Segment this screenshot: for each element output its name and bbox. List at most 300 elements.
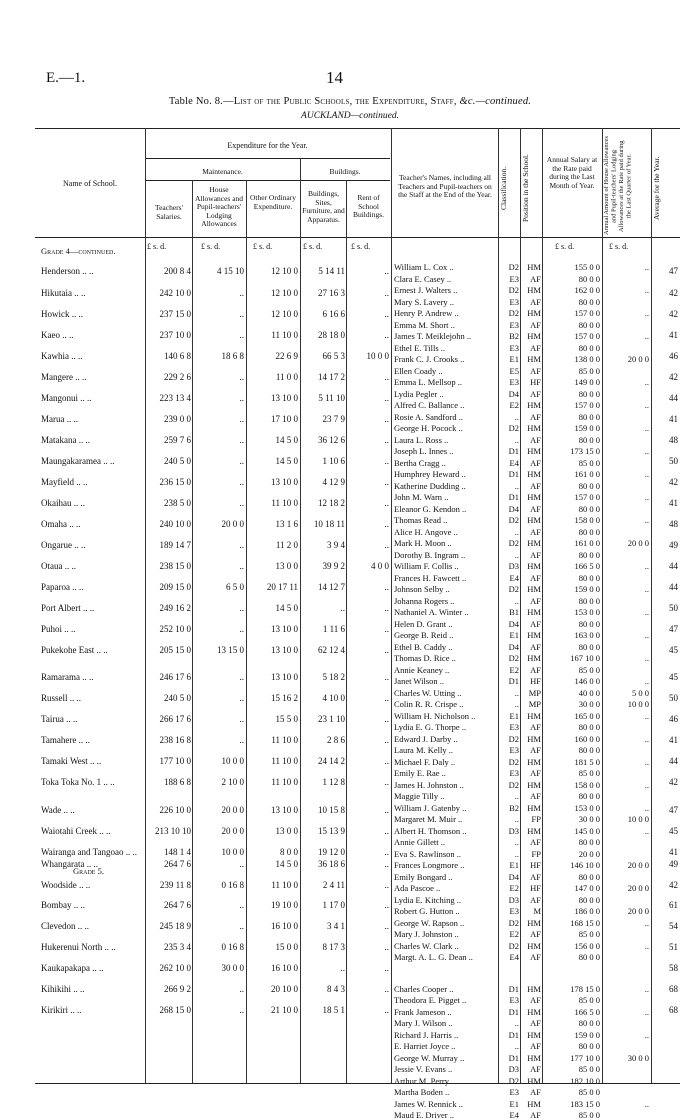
- classification-value: ..: [514, 687, 519, 698]
- annual-salary-value: 159 0 0: [574, 423, 600, 433]
- annual-salary-value: 80 0 0: [578, 388, 600, 399]
- classification-value: D1: [508, 983, 519, 994]
- classification-value: D2: [508, 756, 519, 767]
- average-value: 50: [669, 456, 678, 466]
- house-allowances-value: ..: [239, 372, 244, 382]
- other-expenditure-value: 11 10 0: [271, 880, 298, 890]
- buildings-value: 1 12 8: [322, 777, 345, 787]
- annual-salary-value: 85 0 0: [578, 768, 600, 778]
- teachers-salaries-value: 252 10 0: [159, 624, 191, 634]
- rent-value: 10 0 0: [366, 351, 389, 361]
- annual-salary-value: 85 0 0: [578, 664, 600, 675]
- header-annual-amount: Annual Amount of House Allowances and Pupil-teachers' Lodging Allowances at the Rate paid during the Last Quarter of Year.: [603, 136, 633, 236]
- classification-value: E3: [509, 273, 519, 284]
- school-name: Russell .. ..: [41, 693, 82, 703]
- buildings-value: 4 10 0: [322, 693, 345, 703]
- annual-amount-value: ..: [644, 630, 649, 640]
- teacher-name: Maggie Tilly ..: [394, 791, 445, 801]
- position-value: HM: [527, 1075, 541, 1086]
- average-value: 42: [669, 309, 678, 319]
- buildings-value: 5 11 10: [318, 393, 345, 403]
- teacher-name: Theodora E. Pigget ..: [394, 995, 467, 1005]
- annual-salary-value: 80 0 0: [578, 503, 600, 514]
- position-value: AF: [530, 549, 541, 560]
- classification-value: ..: [514, 791, 519, 801]
- classification-value: E1: [509, 630, 519, 640]
- buildings-value: 6 16 6: [322, 309, 345, 319]
- classification-value: D2: [508, 423, 519, 433]
- annual-salary-value: 80 0 0: [578, 434, 600, 445]
- teacher-name: Katherine Dudding ..: [394, 480, 466, 491]
- school-name: Matakana .. ..: [41, 435, 90, 445]
- annual-salary-value: 157 0 0: [574, 492, 600, 502]
- position-value: HM: [527, 825, 541, 836]
- currency-buildings: £ s. d.: [303, 242, 323, 251]
- teachers-salaries-value: 240 10 0: [159, 519, 191, 529]
- classification-value: D4: [508, 871, 519, 882]
- position-value: HM: [527, 710, 541, 721]
- annual-salary-value: 166 5 0: [574, 1006, 600, 1017]
- school-name: Toka Toka No. 1 .. ..: [41, 777, 115, 787]
- position-value: HF: [530, 860, 541, 870]
- other-expenditure-value: 13 10 0: [271, 393, 298, 403]
- classification-value: D4: [508, 503, 519, 514]
- classification-value: D3: [508, 561, 519, 571]
- position-value: AF: [530, 365, 541, 376]
- annual-amount-value: ..: [644, 331, 649, 341]
- annual-salary-value: 80 0 0: [578, 273, 600, 284]
- position-value: HM: [527, 607, 541, 617]
- school-name: Wade .. ..: [41, 805, 75, 815]
- currency-annual-amount: £ s. d.: [609, 242, 629, 251]
- teacher-name: Johanna Rogers ..: [394, 595, 455, 606]
- annual-salary-value: 167 10 0: [570, 653, 600, 663]
- column-rule-10: [651, 128, 652, 1083]
- teacher-name: William J. Gatenby ..: [394, 802, 467, 813]
- annual-salary-value: 80 0 0: [578, 411, 600, 422]
- classification-value: D2: [508, 779, 519, 790]
- annual-salary-value: 145 0 0: [574, 825, 600, 836]
- annual-salary-value: 168 15 0: [570, 917, 600, 928]
- school-name: Kihikihi .. ..: [41, 984, 85, 994]
- classification-value: ..: [514, 1041, 519, 1051]
- school-name: Wairanga and Tangoao .. ..: [41, 847, 137, 857]
- annual-amount-value: ..: [644, 308, 649, 318]
- teacher-name: Charles W. Clark ..: [394, 940, 459, 951]
- teacher-name: George H. Pocock ..: [394, 423, 463, 433]
- other-expenditure-value: 13 10 0: [271, 645, 298, 655]
- annual-salary-value: 157 0 0: [574, 400, 600, 410]
- other-expenditure-value: 15 16 2: [271, 693, 298, 703]
- classification-value: B2: [509, 331, 519, 341]
- teacher-name: Charles W. Utting ..: [394, 687, 462, 698]
- buildings-value: 18 5 1: [322, 1005, 345, 1015]
- buildings-value: 23 7 9: [322, 414, 345, 424]
- annual-salary-value: 182 10 0: [570, 1075, 600, 1086]
- position-value: HM: [527, 983, 541, 994]
- position-value: AF: [530, 837, 541, 847]
- classification-value: ..: [514, 411, 519, 422]
- buildings-value: 39 9 2: [322, 561, 345, 571]
- annual-salary-value: 149 0 0: [574, 377, 600, 387]
- position-value: AF: [530, 503, 541, 514]
- other-expenditure-value: 12 10 0: [271, 266, 298, 276]
- school-name: Waiotahi Creek .. ..: [41, 826, 111, 836]
- classification-value: E2: [509, 883, 519, 893]
- position-value: AF: [530, 411, 541, 422]
- house-allowances-value: ..: [239, 984, 244, 994]
- position-value: AF: [530, 434, 541, 445]
- average-value: 50: [669, 693, 678, 703]
- classification-value: E3: [509, 296, 519, 307]
- position-value: HM: [527, 538, 541, 548]
- average-value: 41: [669, 498, 678, 508]
- rent-value: ..: [384, 288, 389, 298]
- classification-value: B2: [509, 802, 519, 813]
- teacher-name: Thomas Read ..: [394, 515, 448, 525]
- house-allowances-value: ..: [239, 540, 244, 550]
- classification-value: ..: [514, 595, 519, 606]
- annual-amount-value: ..: [644, 1075, 649, 1086]
- position-value: AF: [530, 641, 541, 652]
- rent-value: ..: [384, 309, 389, 319]
- rent-value: ..: [384, 435, 389, 445]
- annual-salary-value: 80 0 0: [578, 791, 600, 801]
- teacher-name: Dorothy B. Ingram ..: [394, 549, 466, 560]
- position-value: FP: [531, 848, 541, 859]
- position-value: AF: [530, 768, 541, 778]
- grade-label-4: Grade 4—continued.: [41, 246, 116, 256]
- teacher-name: Frances Longmore ..: [394, 860, 465, 870]
- classification-value: E3: [509, 745, 519, 755]
- classification-value: E3: [509, 342, 519, 353]
- annual-salary-value: 80 0 0: [578, 549, 600, 560]
- buildings-value: 19 12 0: [318, 847, 345, 857]
- school-name: Tairua .. ..: [41, 714, 78, 724]
- rent-value: ..: [384, 942, 389, 952]
- annual-amount-value: ..: [644, 446, 649, 456]
- house-allowances-value: ..: [239, 714, 244, 724]
- teachers-salaries-value: 266 17 6: [159, 714, 191, 724]
- house-allowances-value: ..: [239, 456, 244, 466]
- rent-value: ..: [384, 477, 389, 487]
- classification-value: D2: [508, 308, 519, 318]
- house-allowances-value: 10 0 0: [221, 847, 244, 857]
- teacher-name: Ernest J. Walters ..: [394, 285, 458, 295]
- position-value: AF: [530, 296, 541, 307]
- classification-value: E3: [509, 1087, 519, 1097]
- annual-salary-value: 80 0 0: [578, 871, 600, 882]
- other-expenditure-value: 20 17 11: [266, 582, 298, 592]
- position-value: HM: [527, 1098, 541, 1109]
- annual-salary-value: 163 0 0: [574, 630, 600, 640]
- position-value: HF: [530, 883, 541, 893]
- classification-value: D2: [508, 653, 519, 663]
- teachers-salaries-value: 239 0 0: [164, 414, 191, 424]
- position-value: AF: [530, 319, 541, 330]
- position-value: AF: [530, 457, 541, 468]
- section-code: E.—1.: [46, 70, 86, 86]
- teacher-name: Frank Jameson ..: [394, 1006, 452, 1017]
- teacher-name: Frances H. Fawcett ..: [394, 572, 467, 583]
- classification-value: E4: [509, 457, 519, 468]
- teacher-name: E. Harriet Joyce ..: [394, 1041, 456, 1051]
- teacher-name: Ethel B. Caddy ..: [394, 641, 453, 652]
- rent-value: ..: [384, 414, 389, 424]
- other-expenditure-value: 13 10 0: [271, 805, 298, 815]
- classification-value: D4: [508, 388, 519, 399]
- annual-amount-value: ..: [644, 469, 649, 479]
- average-value: 41: [669, 847, 678, 857]
- teacher-name: Colin R. R. Crispe ..: [394, 699, 464, 709]
- teachers-salaries-value: 240 5 0: [164, 456, 191, 466]
- annual-salary-value: 30 0 0: [578, 699, 600, 709]
- teacher-name: Alice H. Angove ..: [394, 526, 458, 537]
- teacher-name: James H. Johnston ..: [394, 779, 464, 790]
- school-name: Woodside .. ..: [41, 880, 91, 890]
- rent-value: ..: [384, 735, 389, 745]
- other-expenditure-value: 19 10 0: [271, 900, 298, 910]
- classification-value: D1: [508, 676, 519, 686]
- column-rule-0: [145, 128, 146, 1083]
- average-value: 42: [669, 288, 678, 298]
- table-title: [0, 96, 700, 107]
- school-name: Otaua .. ..: [41, 561, 76, 571]
- annual-salary-value: 186 0 0: [574, 906, 600, 916]
- buildings-value: 66 5 3: [322, 351, 345, 361]
- currency-allowances: £ s. d.: [201, 242, 221, 251]
- buildings-value: 5 14 11: [318, 266, 345, 276]
- school-name: Whangarata .. ..: [41, 859, 98, 869]
- position-value: AF: [530, 995, 541, 1005]
- rent-value: ..: [384, 645, 389, 655]
- position-value: HM: [527, 1029, 541, 1040]
- position-value: AF: [530, 1064, 541, 1074]
- classification-value: ..: [514, 699, 519, 709]
- header-classification: Classification.: [499, 166, 508, 210]
- position-value: AF: [530, 595, 541, 606]
- school-name: Clevedon .. ..: [41, 921, 89, 931]
- other-expenditure-value: 11 10 0: [271, 756, 298, 766]
- average-value: 42: [669, 777, 678, 787]
- classification-value: E4: [509, 572, 519, 583]
- position-value: AF: [530, 664, 541, 675]
- position-value: HM: [527, 917, 541, 928]
- rent-value: ..: [384, 582, 389, 592]
- average-value: 51: [669, 942, 678, 952]
- position-value: AF: [530, 388, 541, 399]
- rent-value: ..: [384, 266, 389, 276]
- other-expenditure-value: 8 0 0: [280, 847, 298, 857]
- school-name: Kawhia .. ..: [41, 351, 83, 361]
- teacher-name: Frank C. J. Crooks ..: [394, 354, 465, 364]
- annual-amount-value: ..: [644, 262, 649, 272]
- classification-value: D1: [508, 492, 519, 502]
- position-value: AF: [530, 1041, 541, 1051]
- buildings-value: 15 13 9: [318, 826, 345, 836]
- classification-value: D1: [508, 1029, 519, 1040]
- teacher-name: William F. Collis ..: [394, 561, 459, 571]
- teacher-name: Albert H. Thomson ..: [394, 825, 467, 836]
- classification-value: E1: [509, 860, 519, 870]
- position-value: HM: [527, 653, 541, 663]
- average-value: 41: [669, 330, 678, 340]
- classification-value: E1: [509, 710, 519, 721]
- average-value: 44: [669, 393, 678, 403]
- annual-salary-value: 158 0 0: [574, 515, 600, 525]
- buildings-value: ..: [340, 963, 345, 973]
- annual-salary-value: 85 0 0: [578, 1110, 600, 1120]
- buildings-value: 14 17 2: [318, 372, 345, 382]
- school-name: Mayfield .. ..: [41, 477, 88, 487]
- school-name: Puhoi .. ..: [41, 624, 76, 634]
- annual-salary-value: 85 0 0: [578, 1064, 600, 1074]
- teachers-salaries-value: 226 10 0: [159, 805, 191, 815]
- other-expenditure-value: 14 5 0: [275, 859, 298, 869]
- other-expenditure-value: 12 10 0: [271, 309, 298, 319]
- position-value: HM: [527, 400, 541, 410]
- classification-value: D2: [508, 515, 519, 525]
- header-expenditure: Expenditure for the Year.: [227, 141, 308, 150]
- teachers-salaries-value: 237 15 0: [159, 309, 191, 319]
- annual-salary-value: 153 0 0: [574, 802, 600, 813]
- classification-value: E3: [509, 768, 519, 778]
- other-expenditure-value: 16 10 0: [271, 921, 298, 931]
- position-value: AF: [530, 722, 541, 732]
- teacher-name: Martha Boden ..: [394, 1087, 450, 1097]
- annual-amount-value: ..: [644, 710, 649, 721]
- teacher-name: Robert G. Hutton ..: [394, 906, 460, 916]
- position-value: AF: [530, 871, 541, 882]
- teacher-name: William L. Cox ..: [394, 262, 454, 272]
- average-value: 58: [669, 963, 678, 973]
- annual-salary-value: 30 0 0: [578, 814, 600, 824]
- school-name: Kirikiri .. ..: [41, 1005, 82, 1015]
- teacher-name: Joseph L. Innes ..: [394, 446, 454, 456]
- annual-salary-value: 166 5 0: [574, 561, 600, 571]
- position-value: HM: [527, 1006, 541, 1017]
- rent-value: ..: [384, 456, 389, 466]
- other-expenditure-value: 15 0 0: [275, 942, 298, 952]
- average-value: 48: [669, 519, 678, 529]
- annual-salary-value: 177 10 0: [570, 1052, 600, 1063]
- teachers-salaries-value: 148 1 4: [164, 847, 191, 857]
- other-expenditure-value: 13 10 0: [271, 672, 298, 682]
- rent-value: ..: [384, 826, 389, 836]
- annual-salary-value: 80 0 0: [578, 319, 600, 330]
- other-expenditure-value: 16 10 0: [271, 963, 298, 973]
- annual-salary-value: 159 0 0: [574, 1029, 600, 1040]
- teacher-name: Mary S. Lavery ..: [394, 296, 454, 307]
- rent-value: ..: [384, 693, 389, 703]
- classification-value: D4: [508, 618, 519, 629]
- average-value: 68: [669, 1005, 678, 1015]
- teacher-name: Annie Keaney ..: [394, 664, 450, 675]
- buildings-value: ..: [340, 603, 345, 613]
- buildings-value: 24 14 2: [318, 756, 345, 766]
- buildings-value: 27 16 3: [318, 288, 345, 298]
- teacher-name: Arthur M. Perry ..: [394, 1075, 456, 1086]
- annual-salary-value: 156 0 0: [574, 940, 600, 951]
- other-expenditure-value: 20 10 0: [271, 984, 298, 994]
- buildings-value: 10 18 11: [313, 519, 345, 529]
- teachers-salaries-value: 238 5 0: [164, 498, 191, 508]
- annual-salary-value: 159 0 0: [574, 584, 600, 594]
- annual-amount-value: ..: [644, 515, 649, 525]
- annual-amount-value: 10 0 0: [627, 699, 649, 709]
- teachers-salaries-value: 236 15 0: [159, 477, 191, 487]
- position-value: HM: [527, 561, 541, 571]
- classification-value: ..: [514, 814, 519, 824]
- other-expenditure-value: 13 10 0: [271, 477, 298, 487]
- position-value: AF: [530, 929, 541, 939]
- classification-value: ..: [514, 434, 519, 445]
- rent-value: ..: [384, 519, 389, 529]
- teacher-name: Laura M. Kelly ..: [394, 745, 454, 755]
- annual-amount-value: ..: [644, 400, 649, 410]
- other-expenditure-value: 11 10 0: [271, 735, 298, 745]
- position-value: HM: [527, 515, 541, 525]
- teachers-salaries-value: 242 10 0: [159, 288, 191, 298]
- rent-value: ..: [384, 756, 389, 766]
- annual-salary-value: 80 0 0: [578, 296, 600, 307]
- classification-value: D2: [508, 917, 519, 928]
- school-name: Marua .. ..: [41, 414, 78, 424]
- teacher-name: Mary J. Johnston ..: [394, 929, 459, 939]
- classification-value: D2: [508, 262, 519, 272]
- buildings-value: 28 18 0: [318, 330, 345, 340]
- position-value: HM: [527, 733, 541, 744]
- header-position: Position in the School.: [521, 154, 530, 222]
- teachers-salaries-value: 239 11 8: [159, 880, 191, 890]
- classification-value: D1: [508, 1052, 519, 1063]
- school-name: Howick .. ..: [41, 309, 83, 319]
- rent-value: 4 0 0: [371, 561, 389, 571]
- teacher-name: Annie Gillett ..: [394, 837, 445, 847]
- grade-label-5: Grade 5.: [73, 866, 104, 876]
- title-caps: List of the Public Schools, the Expenditure, Staff,: [233, 96, 457, 107]
- school-name: Tamaki West .. ..: [41, 756, 102, 766]
- other-expenditure-value: 14 5 0: [275, 603, 298, 613]
- classification-value: D2: [508, 285, 519, 295]
- annual-amount-value: ..: [644, 779, 649, 790]
- annual-salary-value: 153 0 0: [574, 607, 600, 617]
- teacher-name: Johnson Selby ..: [394, 584, 450, 594]
- position-value: HM: [527, 492, 541, 502]
- annual-salary-value: 85 0 0: [578, 365, 600, 376]
- rent-value: ..: [384, 603, 389, 613]
- other-expenditure-value: 14 5 0: [275, 435, 298, 445]
- other-expenditure-value: 13 0 0: [275, 561, 298, 571]
- rent-value: ..: [384, 777, 389, 787]
- average-value: 47: [669, 266, 678, 276]
- school-name: Kaeo .. ..: [41, 330, 74, 340]
- annual-amount-value: ..: [644, 756, 649, 767]
- rent-value: ..: [384, 672, 389, 682]
- rent-value: ..: [384, 963, 389, 973]
- house-allowances-value: 6 5 0: [226, 582, 244, 592]
- house-allowances-value: ..: [239, 859, 244, 869]
- average-value: 68: [669, 984, 678, 994]
- teacher-name: Alfred C. Ballance ..: [394, 400, 465, 410]
- teachers-salaries-value: 177 10 0: [159, 756, 191, 766]
- header-bottom-rule: [35, 237, 680, 238]
- teacher-name: George B. Reid ..: [394, 630, 454, 640]
- annual-amount-value: 20 0 0: [627, 538, 649, 548]
- teacher-name: Edward J. Darby ..: [394, 733, 458, 744]
- rent-value: ..: [384, 859, 389, 869]
- school-name: Port Albert .. ..: [41, 603, 95, 613]
